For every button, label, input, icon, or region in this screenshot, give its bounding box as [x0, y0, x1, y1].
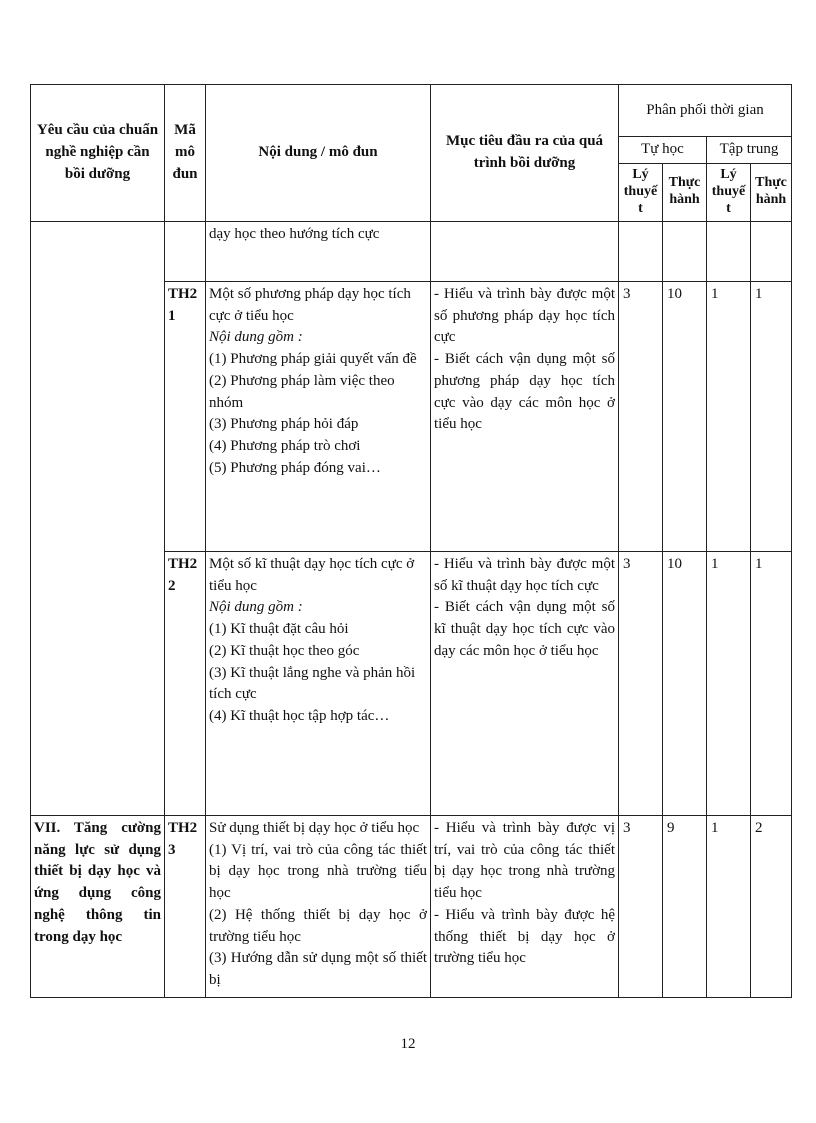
module-title: Sử dụng thiết bị dạy học ở tiểu học: [209, 819, 420, 836]
table-row: [31, 815, 792, 997]
header-conc-practice: Thực hành: [751, 163, 792, 221]
self-practice-value: 9: [663, 815, 707, 997]
objective-cell: [431, 815, 619, 997]
conc-theory-value: 1: [707, 551, 751, 815]
header-module-code: Mã mô đun: [165, 85, 206, 222]
content-line: (2) Hệ thống thiết bị dạy học ở trường tiểu học: [209, 906, 427, 945]
objective-line: - Biết cách vận dụng một số phương pháp dạy học tích cực vào dạy các môn học ở tiểu học: [434, 351, 615, 433]
content-line: (2) Phương pháp làm việc theo nhóm: [209, 372, 395, 411]
header-time-distribution: Phân phối thời gian: [619, 85, 792, 137]
conc-theory-value: 1: [707, 815, 751, 997]
self-theory-value: 3: [619, 551, 663, 815]
conc-theory-value: 1: [707, 281, 751, 551]
content-line: (5) Phương pháp đóng vai…: [209, 459, 381, 476]
objective-line: - Biết cách vận dụng một số kĩ thuật dạy học tích cực vào dạy các môn học ở tiểu học: [434, 599, 615, 659]
content-cell: [206, 281, 431, 551]
page-number: 12: [400, 1036, 416, 1052]
content-cell: [206, 551, 431, 815]
objective-cell: [431, 281, 619, 551]
content-line: (2) Kĩ thuật học theo góc: [209, 642, 360, 659]
content-line: (4) Phương pháp trò chơi: [209, 438, 361, 454]
self-practice-value: 10: [663, 281, 707, 551]
content-line: (3) Kĩ thuật lắng nghe và phản hồi tích cực: [209, 664, 416, 703]
module-title: Một số kĩ thuật dạy học tích cực ở tiểu học: [209, 555, 415, 594]
conc-practice-cell: [751, 221, 792, 281]
header-content: Nội dung / mô đun: [206, 85, 431, 222]
module-title: Một số phương pháp dạy học tích cực ở tiểu học: [209, 285, 411, 324]
content-line: (3) Phương pháp hỏi đáp: [209, 416, 359, 433]
content-subtitle: Nội dung gồm :: [209, 329, 303, 346]
objective-cell: [431, 221, 619, 281]
header-conc-theory: Lý thuyết: [707, 163, 751, 221]
content-cell: [206, 221, 431, 281]
objective-cell: [431, 551, 619, 815]
content-line: (1) Vị trí, vai trò của công tác thiết bị dạy học trong nhà trường tiểu học: [209, 841, 427, 901]
header-self-study: Tự học: [619, 137, 707, 164]
self-practice-value: 10: [663, 551, 707, 815]
content-line: dạy học theo hướng tích cực: [209, 225, 380, 242]
header-self-practice: Thực hành: [663, 163, 707, 221]
objective-line: - Hiểu và trình bày được vị trí, vai trò của công tác thiết bị dạy học trong nhà trường tiểu học: [434, 819, 615, 901]
self-theory-value: 3: [619, 815, 663, 997]
conc-practice-value: 2: [751, 815, 792, 997]
module-code-cell: [165, 221, 206, 281]
content-line: (1) Phương pháp giải quyết vấn đề: [209, 351, 417, 367]
content-line: (3) Hướng dẫn sử dụng một số thiết bị: [209, 950, 427, 988]
module-code: TH23: [165, 815, 206, 997]
training-program-table: [30, 84, 792, 998]
header-self-theory: Lý thuyết: [619, 163, 663, 221]
objective-line: - Hiểu và trình bày được một số phương pháp dạy học tích cực: [434, 285, 615, 346]
conc-theory-cell: [707, 221, 751, 281]
content-line: (1) Kĩ thuật đặt câu hỏi: [209, 621, 349, 637]
content-cell: [206, 815, 431, 997]
header-concentrated: Tập trung: [707, 137, 792, 164]
self-practice-cell: [663, 221, 707, 281]
module-code: TH22: [165, 551, 206, 815]
requirement-cell-empty: [31, 221, 165, 815]
conc-practice-value: 1: [751, 281, 792, 551]
conc-practice-value: 1: [751, 551, 792, 815]
header-objective: Mục tiêu đầu ra của quá trình bồi dưỡng: [431, 85, 619, 222]
objective-line: - Hiểu và trình bày được một số kĩ thuật dạy học tích cực: [434, 555, 615, 594]
module-code: TH21: [165, 281, 206, 551]
table-row: [31, 221, 792, 281]
self-theory-cell: [619, 221, 663, 281]
self-theory-value: 3: [619, 281, 663, 551]
requirement-text: VII. Tăng cường năng lực sử dụng thiết bị dạy học và ứng dụng công nghệ thông tin trong dạy học: [31, 815, 165, 997]
content-subtitle: Nội dung gồm :: [209, 599, 303, 616]
objective-line: - Hiểu và trình bày được hệ thống thiết bị dạy học ở trường tiểu học: [434, 906, 615, 967]
header-requirement: Yêu cầu của chuẩn nghề nghiệp cần bồi dưỡng: [31, 85, 165, 222]
content-line: (4) Kĩ thuật học tập hợp tác…: [209, 708, 390, 724]
